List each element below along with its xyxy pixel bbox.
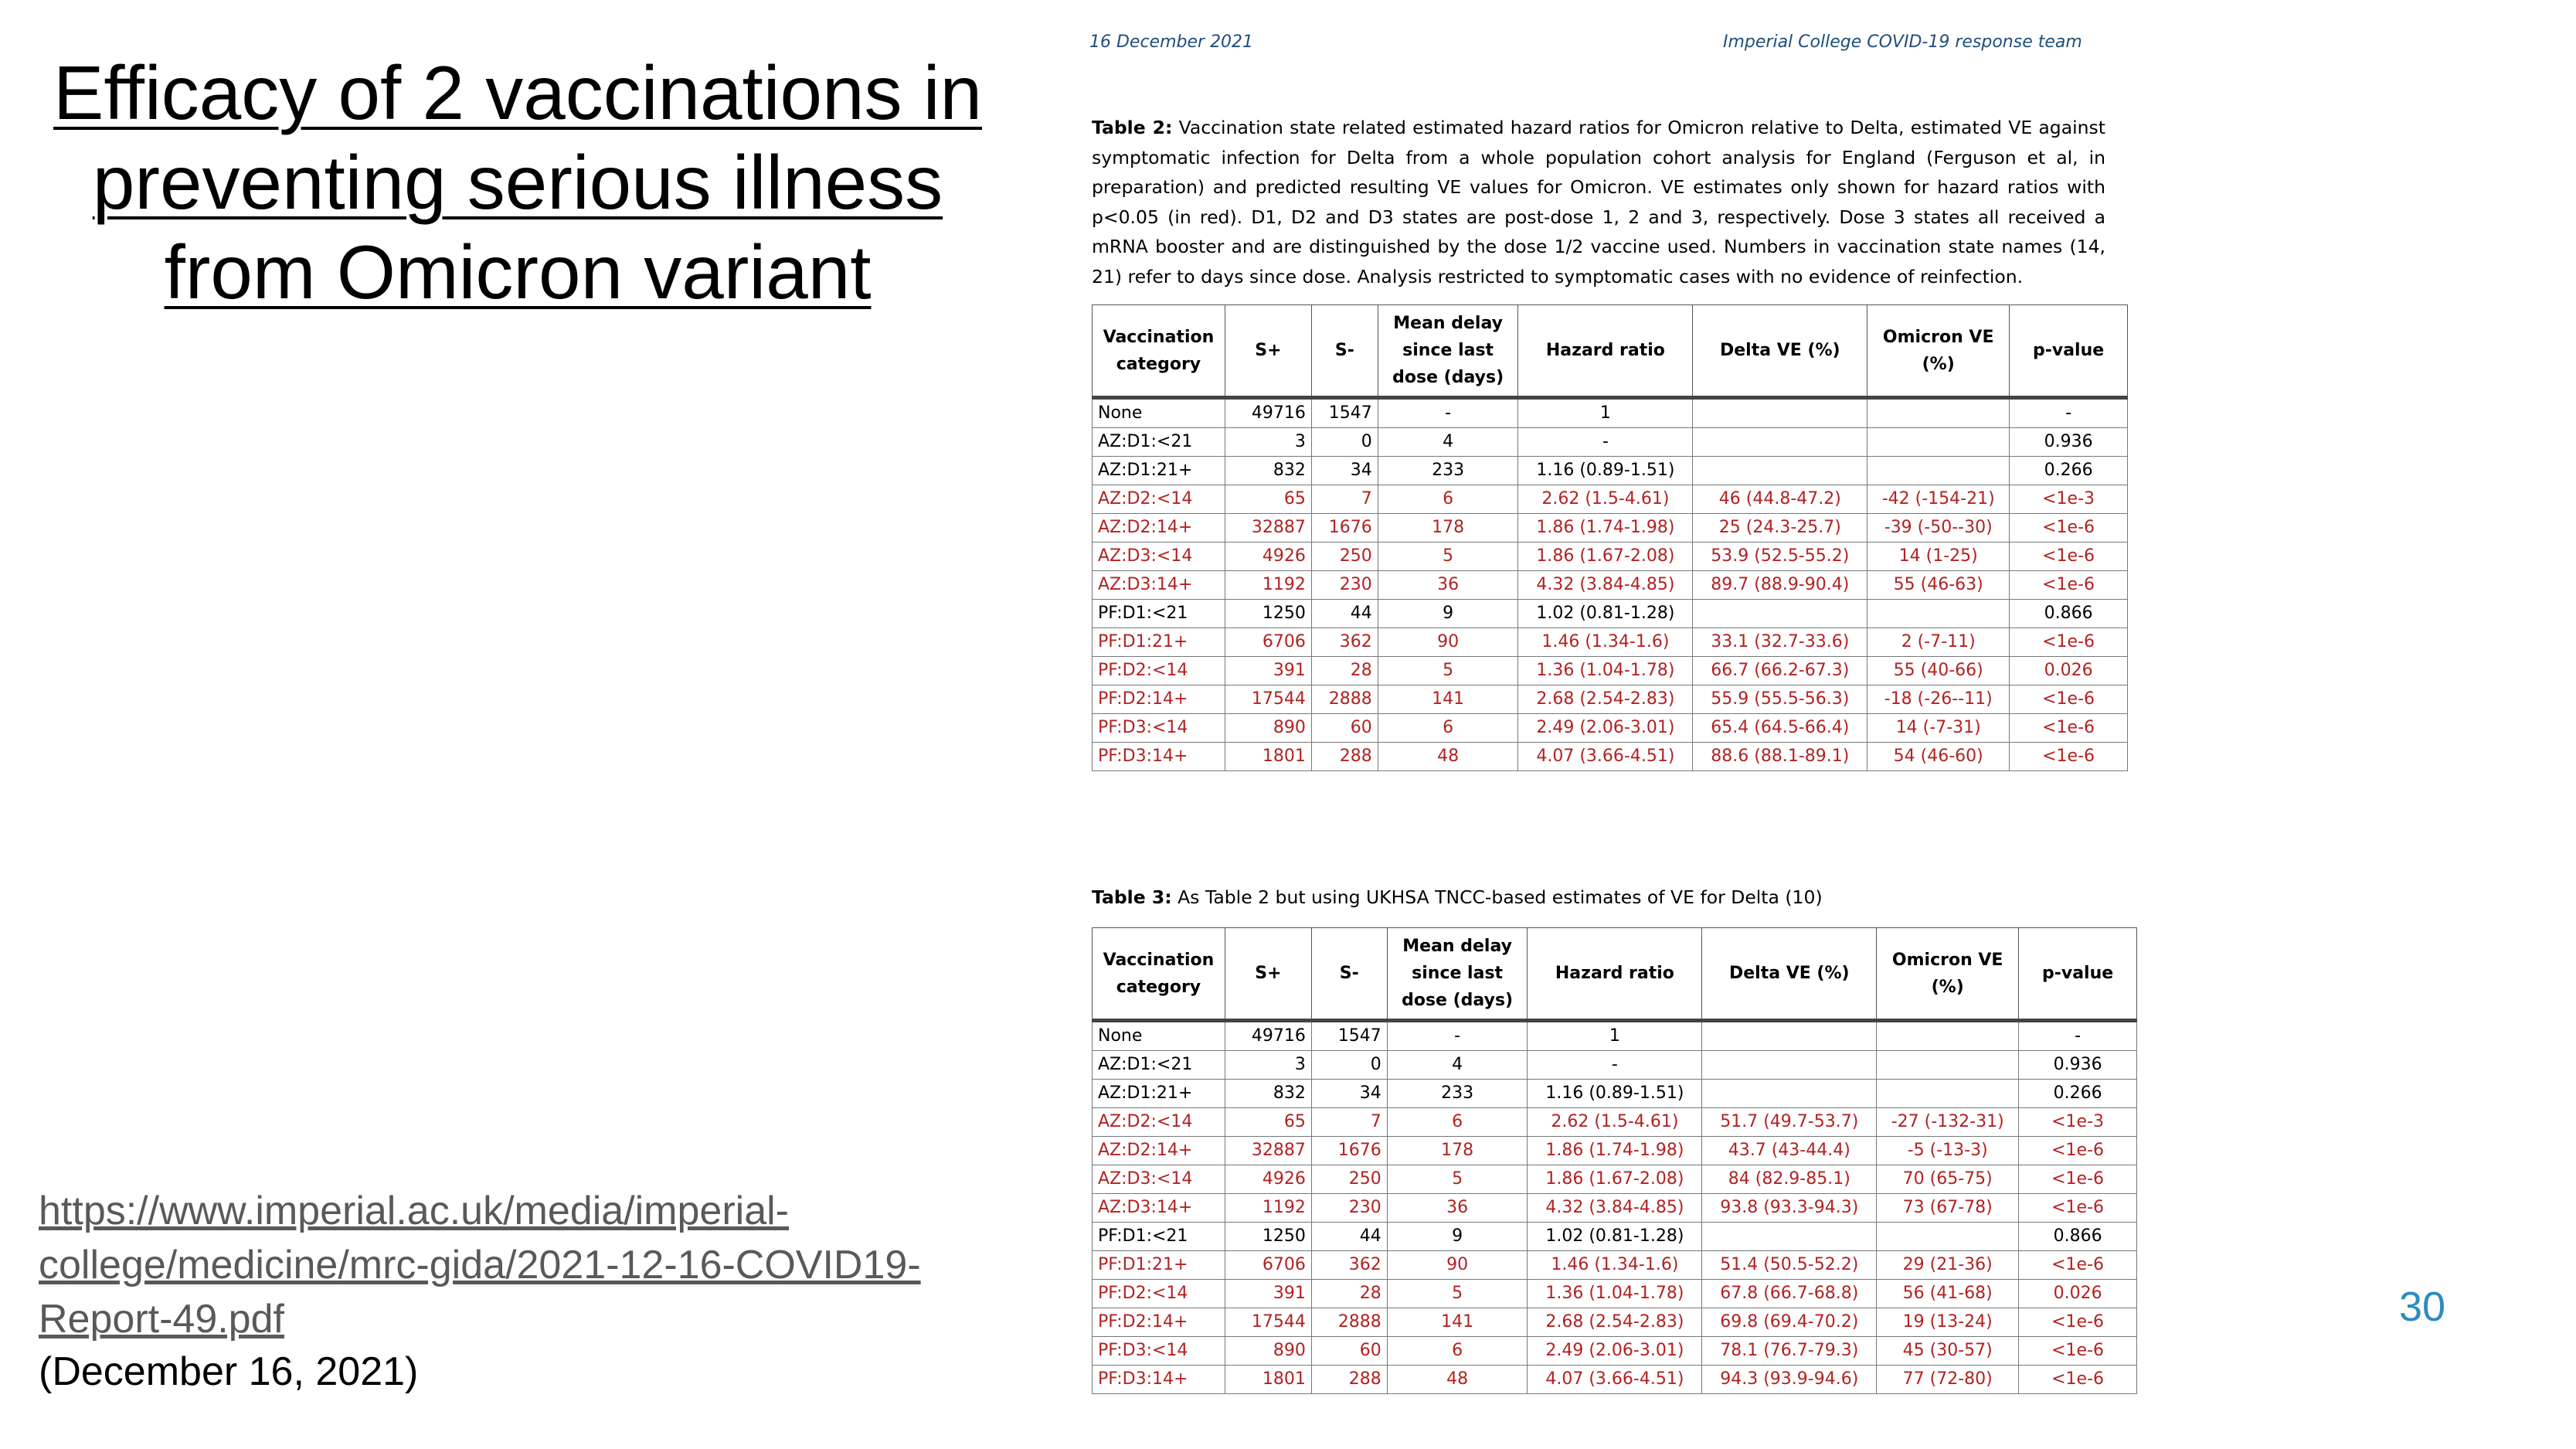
cell-hazard-ratio: 2.62 (1.5-4.61) <box>1528 1108 1702 1137</box>
cell-delta-ve: 66.7 (66.2-67.3) <box>1693 657 1867 685</box>
slide-title: Efficacy of 2 vaccinations in preventing serious illness from Omicron variant <box>53 50 983 315</box>
cell-p-value: <1e-3 <box>2010 485 2128 514</box>
cell-s-plus: 49716 <box>1225 398 1311 428</box>
cell-delta-ve: 94.3 (93.9-94.6) <box>1702 1366 1877 1394</box>
cell-delta-ve: 51.7 (49.7-53.7) <box>1702 1108 1877 1137</box>
cell-vaccination-category: AZ:D3:<14 <box>1093 543 1225 571</box>
cell-p-value: <1e-6 <box>2010 714 2128 743</box>
cell-p-value: <1e-6 <box>2019 1251 2137 1280</box>
cell-p-value: 0.936 <box>2019 1051 2137 1080</box>
cell-s-plus: 890 <box>1225 714 1311 743</box>
cell-s-plus: 6706 <box>1225 1251 1311 1280</box>
cell-s-plus: 1250 <box>1225 1223 1311 1251</box>
source-link[interactable]: https://www.imperial.ac.uk/media/imperial-college/medicine/mrc-gida/2021-12-16-COVID19-Report-49.pdf <box>39 1189 921 1342</box>
header-delta-ve: Delta VE (%) <box>1693 305 1867 398</box>
cell-delta-ve: 88.6 (88.1-89.1) <box>1693 743 1867 771</box>
cell-hazard-ratio: 1.46 (1.34-1.6) <box>1518 628 1693 657</box>
cell-s-minus: 250 <box>1311 543 1378 571</box>
cell-s-plus: 1192 <box>1225 1194 1311 1223</box>
cell-vaccination-category: PF:D2:14+ <box>1093 1308 1225 1337</box>
cell-delta-ve <box>1702 1223 1877 1251</box>
cell-s-plus: 4926 <box>1225 1165 1311 1194</box>
cell-p-value: <1e-6 <box>2019 1194 2137 1223</box>
table-row <box>1093 428 2128 457</box>
table3 <box>1092 927 2137 1394</box>
cell-hazard-ratio: 1.86 (1.74-1.98) <box>1518 514 1693 543</box>
cell-mean-delay: 141 <box>1378 685 1518 714</box>
cell-mean-delay: 9 <box>1378 600 1518 628</box>
cell-mean-delay: 5 <box>1387 1280 1528 1308</box>
cell-mean-delay: 36 <box>1378 571 1518 600</box>
cell-omicron-ve: 54 (46-60) <box>1867 743 2010 771</box>
cell-s-minus: 288 <box>1311 1366 1387 1394</box>
cell-s-minus: 7 <box>1311 1108 1387 1137</box>
cell-vaccination-category: AZ:D1:21+ <box>1093 457 1225 485</box>
cell-delta-ve: 78.1 (76.7-79.3) <box>1702 1337 1877 1366</box>
header-vaccination-category: Vaccination category <box>1093 928 1225 1021</box>
cell-hazard-ratio: 2.62 (1.5-4.61) <box>1518 485 1693 514</box>
cell-s-minus: 0 <box>1311 1051 1387 1080</box>
cell-omicron-ve <box>1877 1051 2019 1080</box>
cell-s-plus: 17544 <box>1225 685 1311 714</box>
cell-delta-ve <box>1693 428 1867 457</box>
cell-s-minus: 28 <box>1311 657 1378 685</box>
cell-vaccination-category: AZ:D3:14+ <box>1093 1194 1225 1223</box>
table3-caption <box>1092 883 2105 913</box>
cell-vaccination-category: AZ:D2:14+ <box>1093 1137 1225 1165</box>
cell-mean-delay: 4 <box>1378 428 1518 457</box>
cell-vaccination-category: AZ:D2:<14 <box>1093 1108 1225 1137</box>
cell-s-minus: 34 <box>1311 1080 1387 1108</box>
cell-delta-ve: 55.9 (55.5-56.3) <box>1693 685 1867 714</box>
cell-omicron-ve: -39 (-50--30) <box>1867 514 2010 543</box>
cell-omicron-ve: 14 (1-25) <box>1867 543 2010 571</box>
cell-hazard-ratio: 2.49 (2.06-3.01) <box>1528 1337 1702 1366</box>
cell-p-value: 0.266 <box>2019 1080 2137 1108</box>
table-row <box>1093 1308 2137 1337</box>
header-p-value: p-value <box>2019 928 2137 1021</box>
cell-p-value: <1e-6 <box>2010 743 2128 771</box>
cell-omicron-ve: 19 (13-24) <box>1877 1308 2019 1337</box>
cell-s-minus: 60 <box>1311 1337 1387 1366</box>
table-row <box>1093 514 2128 543</box>
table-row <box>1093 685 2128 714</box>
cell-p-value: - <box>2010 398 2128 428</box>
cell-s-minus: 288 <box>1311 743 1378 771</box>
header-delta-ve: Delta VE (%) <box>1702 928 1877 1021</box>
cell-p-value: <1e-6 <box>2010 514 2128 543</box>
cell-hazard-ratio: 1.46 (1.34-1.6) <box>1528 1251 1702 1280</box>
cell-hazard-ratio: 1.86 (1.67-2.08) <box>1528 1165 1702 1194</box>
cell-s-minus: 44 <box>1311 1223 1387 1251</box>
cell-delta-ve: 51.4 (50.5-52.2) <box>1702 1251 1877 1280</box>
cell-s-minus: 60 <box>1311 714 1378 743</box>
cell-vaccination-category: PF:D3:<14 <box>1093 1337 1225 1366</box>
cell-omicron-ve <box>1867 398 2010 428</box>
cell-s-plus: 65 <box>1225 485 1311 514</box>
cell-delta-ve <box>1693 457 1867 485</box>
cell-vaccination-category: AZ:D1:<21 <box>1093 428 1225 457</box>
cell-omicron-ve: -5 (-13-3) <box>1877 1137 2019 1165</box>
table-row <box>1093 1051 2137 1080</box>
cell-p-value: 0.866 <box>2010 600 2128 628</box>
source-date: (December 16, 2021) <box>39 1349 419 1394</box>
cell-vaccination-category: PF:D3:<14 <box>1093 714 1225 743</box>
cell-s-minus: 44 <box>1311 600 1378 628</box>
cell-delta-ve <box>1693 600 1867 628</box>
cell-mean-delay: 6 <box>1387 1108 1528 1137</box>
header-omicron-ve: Omicron VE (%) <box>1867 305 2010 398</box>
cell-s-minus: 1676 <box>1311 514 1378 543</box>
table-row <box>1093 657 2128 685</box>
cell-mean-delay: 4 <box>1387 1051 1528 1080</box>
cell-mean-delay: 9 <box>1387 1223 1528 1251</box>
cell-delta-ve <box>1702 1021 1877 1051</box>
table-row <box>1093 571 2128 600</box>
cell-hazard-ratio: 1.16 (0.89-1.51) <box>1518 457 1693 485</box>
cell-p-value: <1e-3 <box>2019 1108 2137 1137</box>
cell-delta-ve <box>1702 1051 1877 1080</box>
cell-mean-delay: 6 <box>1378 714 1518 743</box>
table-row <box>1093 714 2128 743</box>
table-row <box>1093 457 2128 485</box>
table-row <box>1093 1137 2137 1165</box>
cell-p-value: <1e-6 <box>2019 1337 2137 1366</box>
header-s-plus: S+ <box>1225 305 1311 398</box>
cell-mean-delay: 48 <box>1387 1366 1528 1394</box>
cell-delta-ve: 84 (82.9-85.1) <box>1702 1165 1877 1194</box>
cell-s-plus: 1801 <box>1225 1366 1311 1394</box>
cell-omicron-ve <box>1867 457 2010 485</box>
document-date: 16 December 2021 <box>1089 32 1254 52</box>
cell-hazard-ratio: - <box>1518 428 1693 457</box>
cell-s-minus: 1676 <box>1311 1137 1387 1165</box>
cell-p-value: <1e-6 <box>2010 571 2128 600</box>
cell-s-minus: 362 <box>1311 628 1378 657</box>
cell-s-plus: 32887 <box>1225 514 1311 543</box>
table-row <box>1093 1108 2137 1137</box>
table-row <box>1093 1165 2137 1194</box>
cell-vaccination-category: None <box>1093 1021 1225 1051</box>
cell-mean-delay: 48 <box>1378 743 1518 771</box>
table-row <box>1093 485 2128 514</box>
cell-s-plus: 832 <box>1225 1080 1311 1108</box>
cell-vaccination-category: PF:D2:<14 <box>1093 657 1225 685</box>
cell-s-minus: 2888 <box>1311 1308 1387 1337</box>
cell-omicron-ve: -42 (-154-21) <box>1867 485 2010 514</box>
table-row <box>1093 1280 2137 1308</box>
table2-caption-label: Table 2: <box>1092 117 1173 138</box>
table-row <box>1093 1366 2137 1394</box>
cell-p-value: 0.026 <box>2019 1280 2137 1308</box>
header-p-value: p-value <box>2010 305 2128 398</box>
cell-hazard-ratio: 1.86 (1.74-1.98) <box>1528 1137 1702 1165</box>
cell-delta-ve: 89.7 (88.9-90.4) <box>1693 571 1867 600</box>
table-row <box>1093 1251 2137 1280</box>
cell-hazard-ratio: 1.36 (1.04-1.78) <box>1528 1280 1702 1308</box>
cell-mean-delay: 178 <box>1387 1137 1528 1165</box>
table-row <box>1093 743 2128 771</box>
cell-s-minus: 1547 <box>1311 398 1378 428</box>
table2 <box>1092 304 2128 771</box>
cell-vaccination-category: PF:D1:<21 <box>1093 1223 1225 1251</box>
cell-mean-delay: 36 <box>1387 1194 1528 1223</box>
slide-number: 30 <box>2399 1284 2446 1330</box>
document-organization: Imperial College COVID-19 response team <box>1723 32 2082 52</box>
cell-mean-delay: 6 <box>1378 485 1518 514</box>
cell-p-value: <1e-6 <box>2010 685 2128 714</box>
header-mean-delay: Mean delay since last dose (days) <box>1378 305 1518 398</box>
table-row <box>1093 1021 2137 1051</box>
cell-delta-ve: 67.8 (66.7-68.8) <box>1702 1280 1877 1308</box>
cell-delta-ve <box>1702 1080 1877 1108</box>
header-omicron-ve: Omicron VE (%) <box>1877 928 2019 1021</box>
cell-vaccination-category: PF:D2:<14 <box>1093 1280 1225 1308</box>
cell-hazard-ratio: 1.02 (0.81-1.28) <box>1518 600 1693 628</box>
cell-s-plus: 391 <box>1225 1280 1311 1308</box>
cell-s-plus: 49716 <box>1225 1021 1311 1051</box>
cell-s-plus: 32887 <box>1225 1137 1311 1165</box>
cell-vaccination-category: AZ:D2:<14 <box>1093 485 1225 514</box>
cell-mean-delay: 5 <box>1387 1165 1528 1194</box>
cell-s-plus: 17544 <box>1225 1308 1311 1337</box>
cell-s-plus: 391 <box>1225 657 1311 685</box>
cell-s-plus: 1250 <box>1225 600 1311 628</box>
cell-p-value: <1e-6 <box>2010 543 2128 571</box>
cell-omicron-ve: 77 (72-80) <box>1877 1366 2019 1394</box>
cell-mean-delay: 5 <box>1378 657 1518 685</box>
cell-hazard-ratio: 1.16 (0.89-1.51) <box>1528 1080 1702 1108</box>
cell-hazard-ratio: 4.07 (3.66-4.51) <box>1518 743 1693 771</box>
cell-vaccination-category: AZ:D1:21+ <box>1093 1080 1225 1108</box>
cell-omicron-ve: 29 (21-36) <box>1877 1251 2019 1280</box>
cell-delta-ve <box>1693 398 1867 428</box>
cell-omicron-ve: 73 (67-78) <box>1877 1194 2019 1223</box>
cell-p-value: <1e-6 <box>2019 1366 2137 1394</box>
cell-mean-delay: - <box>1378 398 1518 428</box>
header-s-minus: S- <box>1311 305 1378 398</box>
table-row <box>1093 628 2128 657</box>
table-row <box>1093 543 2128 571</box>
cell-s-minus: 230 <box>1311 571 1378 600</box>
cell-p-value: 0.266 <box>2010 457 2128 485</box>
cell-vaccination-category: PF:D2:14+ <box>1093 685 1225 714</box>
cell-hazard-ratio: 1 <box>1528 1021 1702 1051</box>
header-mean-delay: Mean delay since last dose (days) <box>1387 928 1528 1021</box>
cell-hazard-ratio: 1 <box>1518 398 1693 428</box>
cell-p-value: <1e-6 <box>2010 628 2128 657</box>
cell-delta-ve: 46 (44.8-47.2) <box>1693 485 1867 514</box>
table-row <box>1093 1337 2137 1366</box>
cell-hazard-ratio: 1.36 (1.04-1.78) <box>1518 657 1693 685</box>
cell-vaccination-category: AZ:D3:<14 <box>1093 1165 1225 1194</box>
table-header-row <box>1093 928 2137 1021</box>
cell-vaccination-category: PF:D3:14+ <box>1093 1366 1225 1394</box>
cell-vaccination-category: PF:D3:14+ <box>1093 743 1225 771</box>
table3-caption-text: As Table 2 but using UKHSA TNCC-based estimates of VE for Delta (10) <box>1178 886 1823 908</box>
cell-hazard-ratio: 4.07 (3.66-4.51) <box>1528 1366 1702 1394</box>
cell-delta-ve: 43.7 (43-44.4) <box>1702 1137 1877 1165</box>
cell-s-minus: 28 <box>1311 1280 1387 1308</box>
cell-mean-delay: 5 <box>1378 543 1518 571</box>
cell-omicron-ve: -27 (-132-31) <box>1877 1108 2019 1137</box>
cell-s-plus: 4926 <box>1225 543 1311 571</box>
cell-s-minus: 1547 <box>1311 1021 1387 1051</box>
table3-caption-label: Table 3: <box>1092 886 1172 908</box>
cell-s-minus: 2888 <box>1311 685 1378 714</box>
cell-s-plus: 65 <box>1225 1108 1311 1137</box>
cell-mean-delay: 141 <box>1387 1308 1528 1337</box>
table-row <box>1093 600 2128 628</box>
cell-omicron-ve <box>1877 1223 2019 1251</box>
cell-hazard-ratio: 2.68 (2.54-2.83) <box>1518 685 1693 714</box>
cell-vaccination-category: AZ:D3:14+ <box>1093 571 1225 600</box>
cell-omicron-ve: 45 (30-57) <box>1877 1337 2019 1366</box>
cell-omicron-ve <box>1877 1021 2019 1051</box>
cell-s-minus: 362 <box>1311 1251 1387 1280</box>
cell-hazard-ratio: 1.02 (0.81-1.28) <box>1528 1223 1702 1251</box>
cell-vaccination-category: AZ:D2:14+ <box>1093 514 1225 543</box>
cell-p-value: 0.026 <box>2010 657 2128 685</box>
cell-s-plus: 1801 <box>1225 743 1311 771</box>
cell-delta-ve: 65.4 (64.5-66.4) <box>1693 714 1867 743</box>
table-header-row <box>1093 305 2128 398</box>
cell-hazard-ratio: 2.68 (2.54-2.83) <box>1528 1308 1702 1337</box>
cell-omicron-ve: 14 (-7-31) <box>1867 714 2010 743</box>
header-s-plus: S+ <box>1225 928 1311 1021</box>
cell-mean-delay: 178 <box>1378 514 1518 543</box>
cell-s-minus: 230 <box>1311 1194 1387 1223</box>
cell-omicron-ve <box>1867 600 2010 628</box>
cell-p-value: 0.936 <box>2010 428 2128 457</box>
cell-s-plus: 3 <box>1225 1051 1311 1080</box>
cell-omicron-ve: 55 (40-66) <box>1867 657 2010 685</box>
cell-s-minus: 7 <box>1311 485 1378 514</box>
cell-p-value: - <box>2019 1021 2137 1051</box>
cell-vaccination-category: None <box>1093 398 1225 428</box>
cell-delta-ve: 25 (24.3-25.7) <box>1693 514 1867 543</box>
cell-delta-ve: 69.8 (69.4-70.2) <box>1702 1308 1877 1337</box>
table3-body <box>1093 1021 2137 1394</box>
cell-hazard-ratio: - <box>1528 1051 1702 1080</box>
table-row <box>1093 398 2128 428</box>
cell-mean-delay: 233 <box>1387 1080 1528 1108</box>
cell-omicron-ve: 55 (46-63) <box>1867 571 2010 600</box>
cell-vaccination-category: PF:D1:<21 <box>1093 600 1225 628</box>
cell-delta-ve: 93.8 (93.3-94.3) <box>1702 1194 1877 1223</box>
cell-mean-delay: - <box>1387 1021 1528 1051</box>
cell-hazard-ratio: 2.49 (2.06-3.01) <box>1518 714 1693 743</box>
cell-p-value: 0.866 <box>2019 1223 2137 1251</box>
cell-delta-ve: 53.9 (52.5-55.2) <box>1693 543 1867 571</box>
cell-mean-delay: 6 <box>1387 1337 1528 1366</box>
cell-omicron-ve: 56 (41-68) <box>1877 1280 2019 1308</box>
table2-caption-text: Vaccination state related estimated hazard ratios for Omicron relative to Delta, estimated VE against symptomatic infection for Delta from a whole population cohort analysis for England (Ferguson et al, in preparation) and predicted resulting VE values for Omicron. VE estimates only shown for hazard ratios with p<0.05 (in red). D1, D2 and D3 states are post-dose 1, 2 and 3, respectively. Dose 3 states all received a mRNA booster and are distinguished by the dose 1/2 vaccine used. Numbers in vaccination state names (14, 21) refer to days since dose. Analysis restricted to symptomatic cases with no evidence of reinfection. <box>1092 117 2105 287</box>
header-hazard-ratio: Hazard ratio <box>1528 928 1702 1021</box>
header-hazard-ratio: Hazard ratio <box>1518 305 1693 398</box>
cell-mean-delay: 90 <box>1378 628 1518 657</box>
cell-hazard-ratio: 1.86 (1.67-2.08) <box>1518 543 1693 571</box>
cell-s-minus: 34 <box>1311 457 1378 485</box>
cell-omicron-ve: -18 (-26--11) <box>1867 685 2010 714</box>
cell-omicron-ve: 70 (65-75) <box>1877 1165 2019 1194</box>
cell-hazard-ratio: 4.32 (3.84-4.85) <box>1528 1194 1702 1223</box>
cell-p-value: <1e-6 <box>2019 1165 2137 1194</box>
cell-omicron-ve: 2 (-7-11) <box>1867 628 2010 657</box>
header-s-minus: S- <box>1311 928 1387 1021</box>
cell-s-plus: 1192 <box>1225 571 1311 600</box>
cell-vaccination-category: AZ:D1:<21 <box>1093 1051 1225 1080</box>
cell-vaccination-category: PF:D1:21+ <box>1093 1251 1225 1280</box>
cell-s-plus: 890 <box>1225 1337 1311 1366</box>
cell-delta-ve: 33.1 (32.7-33.6) <box>1693 628 1867 657</box>
cell-s-plus: 832 <box>1225 457 1311 485</box>
table2-body <box>1093 398 2128 771</box>
cell-p-value: <1e-6 <box>2019 1137 2137 1165</box>
cell-s-plus: 3 <box>1225 428 1311 457</box>
cell-s-plus: 6706 <box>1225 628 1311 657</box>
table2-caption <box>1092 113 2105 291</box>
table-row <box>1093 1223 2137 1251</box>
cell-omicron-ve <box>1877 1080 2019 1108</box>
table-row <box>1093 1194 2137 1223</box>
table-row <box>1093 1080 2137 1108</box>
cell-s-minus: 0 <box>1311 428 1378 457</box>
cell-mean-delay: 233 <box>1378 457 1518 485</box>
cell-mean-delay: 90 <box>1387 1251 1528 1280</box>
cell-p-value: <1e-6 <box>2019 1308 2137 1337</box>
cell-vaccination-category: PF:D1:21+ <box>1093 628 1225 657</box>
cell-s-minus: 250 <box>1311 1165 1387 1194</box>
cell-omicron-ve <box>1867 428 2010 457</box>
cell-hazard-ratio: 4.32 (3.84-4.85) <box>1518 571 1693 600</box>
header-vaccination-category: Vaccination category <box>1093 305 1225 398</box>
